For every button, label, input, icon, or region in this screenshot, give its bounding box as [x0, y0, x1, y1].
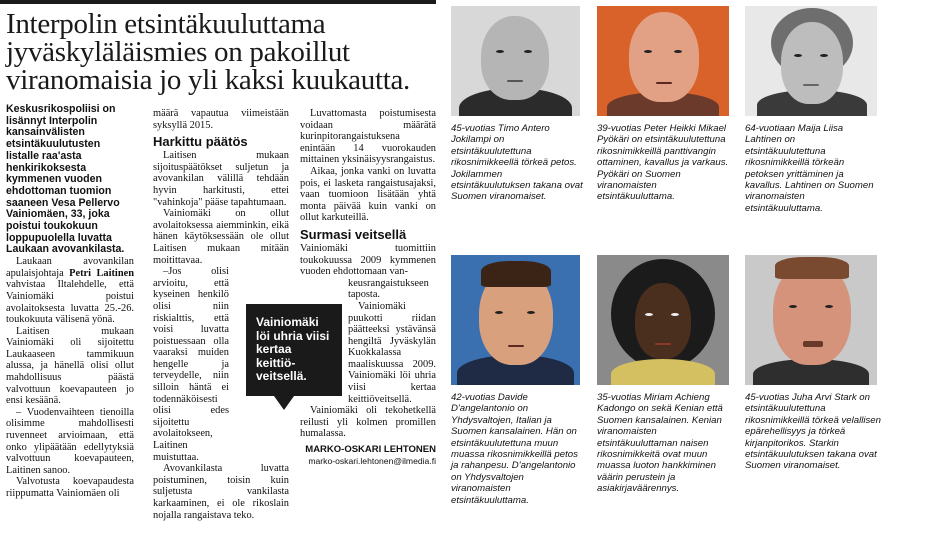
article-column-1 — [6, 104, 134, 500]
photo-timo-jokilampi — [451, 6, 580, 116]
photo-juha-stark — [745, 255, 877, 385]
column2-paragraph-3: Vainiomäki on ollut avolaitoksessa aiemminkin, eikä hänen käytöksessään ole ollut Laitisen mukaan mitään moitittavaa. — [153, 208, 289, 266]
column2-paragraph-5: Avovankilasta luvatta poistuminen, toisin kuin suljetusta vankilasta karkaaminen, ei ole rikoslain nojalla rangaistava teko. — [153, 463, 289, 521]
caption-miriam-kadongo: 35-vuotias Miriam Achieng Kadongo on sekä Kenian että Suomen kansalainen. Kenian viranomaisten etsintäkuuluttaman naisen rikosnimikkeitä ovat muun muassa luoton hankkiminen väärin perustein ja asiakirjaväärennys. — [597, 392, 723, 495]
column3-paragraph-4: Vainiomäki puukotti riidan päätteeksi ystävänsä hengiltä Jyväskylän Kuokkalassa maaliskuussa 2009. Vainiomäki löi uhria viisi kertaa keittiöveitsellä. — [348, 300, 436, 405]
column3-paragraph-5: Vainiomäki oli tekohetkellä reilusti yli kolmen promillen humalassa. — [300, 405, 436, 440]
column3-paragraph-3-bottom: keusrangaistukseen taposta. — [348, 277, 429, 301]
lead-paragraph: Keskusrikospoliisi on lisännyt Interpolin kansainvälisten etsintäkuulutusten listalle raa'asta henkirikoksesta kymmenen vuoden ehdottoman tuomion saaneen Vesa Pellervo Vainiomäen, 33, joka poistui toukokuun loppupuolella luvatta Laukaan avovankilasta. — [6, 103, 125, 256]
column2-paragraph-4: –Jos olisi arvioitu, että kyseinen henkilö olisi niin riskialttis, että voisi luvatta poistuessaan olla vaaraksi muiden hengelle ja terveydelle, niin silloin häntä ei todennäköisesti olisi edes sijoitettu avolaitokseen, Laitinen muistuttaa. — [153, 266, 229, 463]
person-name: Petri Laitinen — [69, 267, 134, 279]
column1-paragraph-1: Laukaan avovankilan apulaisjohtaja Petri Laitinen vahvistaa Iltalehdelle, että Vainiomäki poistui avolaitoksesta luvatta 25.-26. toukokuuta välisenä yönä. — [6, 256, 134, 326]
headline: Interpolin etsintäkuuluttama jyväskyläläismies on pakoillut viranomaisia jo yli kaksi kuukautta. — [6, 8, 410, 96]
caption-juha-stark: 45-vuotias Juha Arvi Stark on etsintäkuulutettuna rikosnimikkeillä törkeä velallisen epärehellisyys ja törkeä kirjanpitorikos. Starkin etsintäkuulutuksen takana ovat Suomen viranomaiset. — [745, 392, 881, 472]
column1-paragraph-4: Valvotusta koevapaudesta riippumatta Vainiomäen oli — [6, 476, 134, 500]
pull-quote: Vainiomäki löi uhria viisi kertaa keittiö-veitsellä. — [246, 304, 342, 396]
column3-paragraph-2: Aikaa, jonka vanki on luvatta pois, ei lasketa rangaistusajaksi, vaan tuomioon lisätään yhtä monta päivää kuin vanki on ollut karkuteillä. — [300, 165, 436, 224]
byline: MARKO-OSKARI LEHTONEN — [305, 444, 436, 456]
column3-paragraph-1: Luvattomasta poistumisesta voidaan määrätä kurinpitorangaistuksena enintään 14 vuorokauden mittainen yksinäisyysrangaistus. — [300, 108, 436, 166]
pull-quote-tail — [274, 396, 294, 410]
header-rule — [0, 0, 436, 4]
subheading-surmasi: Surmasi veitsellä — [300, 226, 407, 242]
column1-paragraph-3: – Vuodenvaihteen tienoilla olisimme mahdollisesti ruvenneet arvioimaan, että onko ylipäätään edellytyksiä valvottuun koevapauteen, Laitinen sanoo. — [6, 406, 134, 476]
column2-paragraph-1: määrä vapautua viimeistään syksyllä 2015. — [153, 108, 289, 131]
author-email: marko-oskari.lehtonen@ilmedia.fi — [308, 455, 436, 466]
column1-paragraph-2: Laitisen mukaan Vainiomäki oli sijoitettu Laukaaseen tammikuun alussa, ja hänellä olisi ollut mahdollisuus päästä valvottuun koevapauteen jo ensi kesäänä. — [6, 325, 134, 407]
photo-maija-lahtinen — [745, 6, 877, 116]
photo-davide-dangelantonio — [451, 255, 580, 385]
caption-davide-dangelantonio: 42-vuotias Davide D'angelantonio on Yhdysvaltojen, Italian ja Suomen kansalainen. Hän on etsintäkuulutettuna muun muassa rikosnimikkeillä petos ja rahanpesu. D'angelantonio on Yhdysvaltojen viranomaisten etsintäkuuluttama. — [451, 392, 578, 506]
caption-peter-pyokari: 39-vuotias Peter Heikki Mikael Pyökäri on etsintäkuulutettuna rikosnimikkeillä panttivangin ottaminen, kavallus ja varkaus. Pyökäri on Suomen viranomaisten etsintäkuuluttama. — [597, 123, 729, 203]
photo-miriam-kadongo — [597, 255, 729, 385]
article-column-3 — [300, 108, 436, 467]
photo-peter-pyokari — [597, 6, 729, 116]
caption-timo-jokilampi: 45-vuotias Timo Antero Jokilampi on etsintäkuulutettuna rikosnimikkeellä törkeä petos. Jokilammen etsintäkuulutuksen takana ovat Suomen viranomaiset. — [451, 123, 583, 203]
caption-maija-lahtinen: 64-vuotiaan Maija Liisa Lahtinen on etsintäkuulutettuna rikosnimikkeillä törkeän petoksen yrittäminen ja kavallus. Lahtinen on Suomen viranomaisten etsintäkuuluttama. — [745, 123, 874, 214]
subheading-harkittu: Harkittu päätös — [153, 134, 248, 150]
column3-paragraph-3-top: Vainiomäki tuomittiin toukokuussa 2009 kymmenen vuoden ehdottomaan van- — [300, 242, 436, 278]
column2-paragraph-2: Laitisen mukaan sijoituspäätökset suljetun ja avovankilan välillä tehdään hyvin harkitusti, ettei "vahinkoja" pääse tapahtumaan. — [153, 150, 289, 208]
